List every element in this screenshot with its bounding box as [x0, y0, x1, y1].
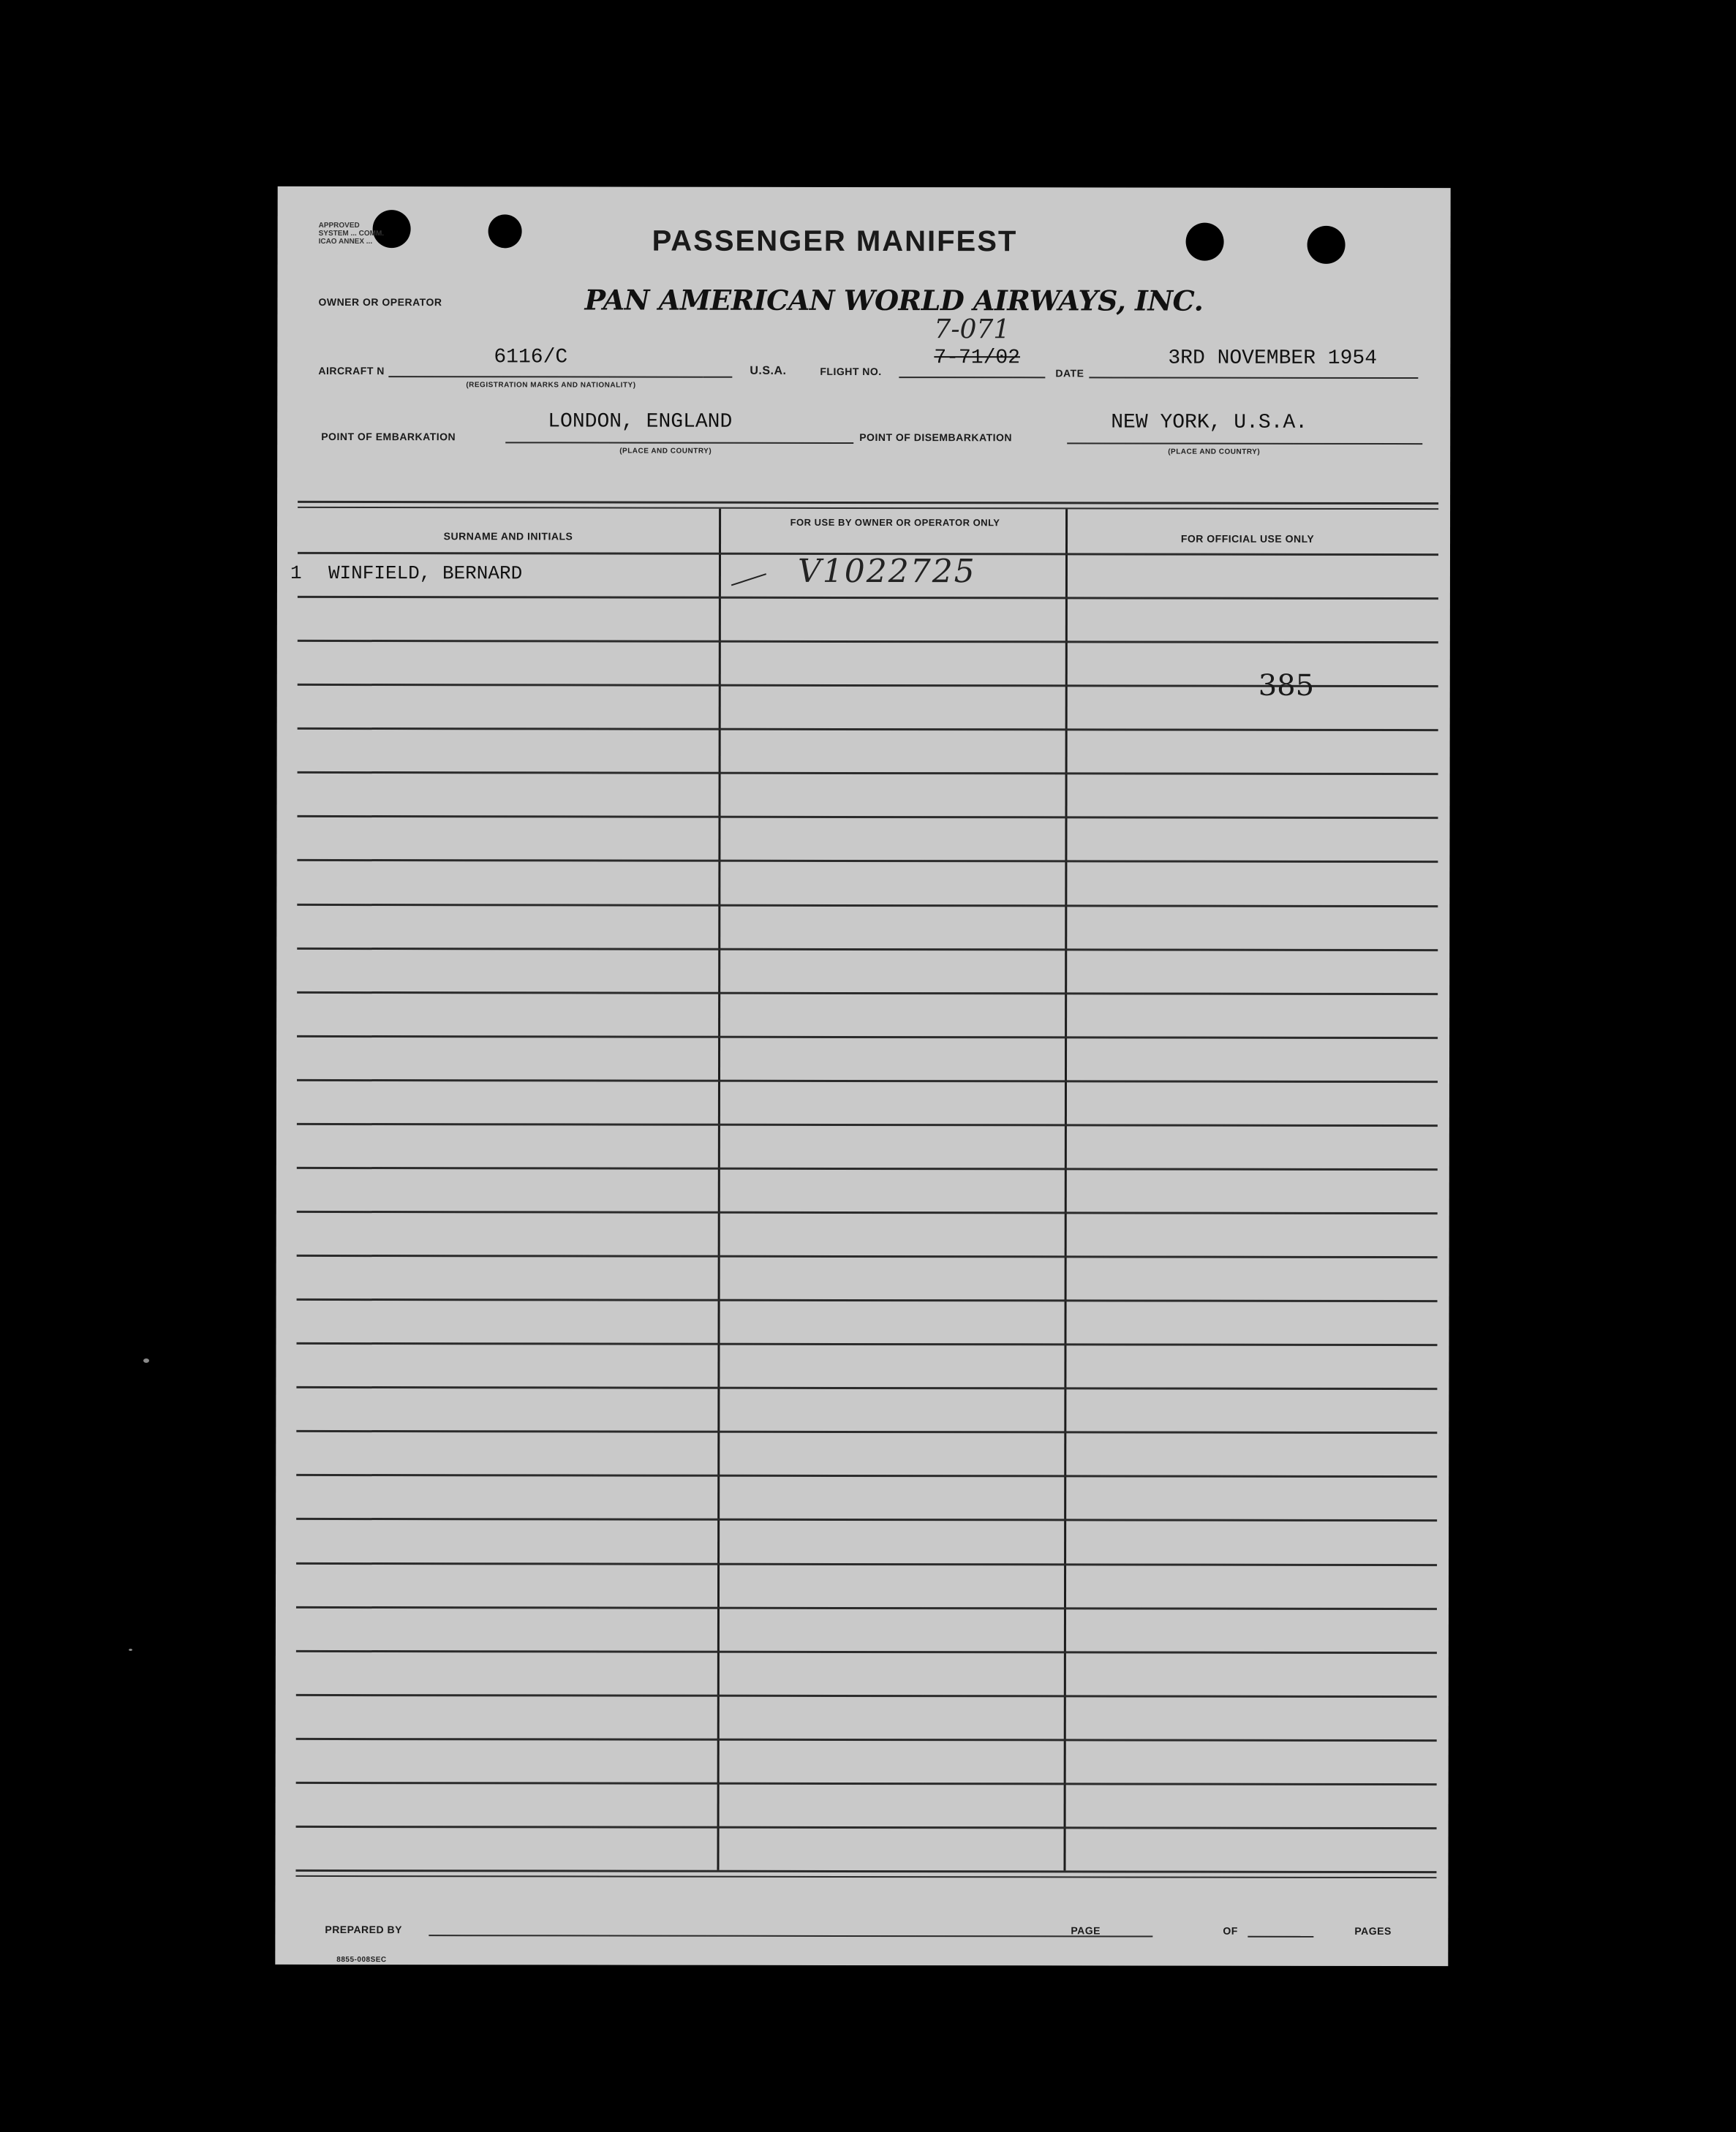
aircraft-label: AIRCRAFT N [318, 364, 385, 377]
table-top-rule [298, 507, 1438, 510]
table-top-rule [298, 501, 1438, 504]
disembark-caption: (PLACE AND COUNTRY) [1168, 447, 1261, 456]
row-number: 1 [290, 562, 302, 584]
date-line [1089, 377, 1418, 379]
aircraft-caption: (REGISTRATION MARKS AND NATIONALITY) [466, 381, 636, 390]
punch-hole [1307, 226, 1346, 264]
flight-label: FLIGHT NO. [820, 365, 882, 378]
row-rule [296, 1474, 1437, 1478]
row-rule [298, 727, 1438, 731]
scan-speck [143, 1358, 149, 1363]
official-stamp: 385 [1258, 668, 1315, 703]
disembark-label: POINT OF DISEMBARKATION [859, 431, 1013, 444]
disembark-line [1067, 442, 1422, 445]
row-rule [298, 596, 1438, 600]
header-surname: SURNAME AND INITIALS [443, 530, 573, 543]
disembark-value: NEW YORK, U.S.A. [1111, 411, 1308, 434]
operator-code: V1022725 [797, 552, 976, 591]
prepared-label: PREPARED BY [325, 1923, 402, 1936]
scan-speck [129, 1649, 132, 1651]
row-rule [296, 1518, 1437, 1521]
date-value: 3RD NOVEMBER 1954 [1168, 347, 1378, 370]
row-rule [296, 1650, 1437, 1654]
usa-leader-line [703, 377, 732, 378]
row-rule [296, 1782, 1437, 1785]
approval-line: SYSTEM ... COMM. [318, 229, 385, 238]
row-rule [296, 1606, 1437, 1610]
flight-line [899, 377, 1045, 378]
row-rule [296, 1694, 1437, 1698]
row-rule [297, 1255, 1438, 1258]
row-rule [298, 771, 1438, 775]
manifest-sheet [275, 186, 1450, 1966]
header-operator: FOR USE BY OWNER OR OPERATOR ONLY [790, 516, 1000, 529]
usa-label: U.S.A. [750, 364, 787, 377]
row-rule [296, 1342, 1437, 1346]
owner-label: OWNER OR OPERATOR [318, 295, 442, 309]
punch-hole [1186, 223, 1224, 261]
row-rules [278, 186, 1451, 188]
row-rule [296, 1738, 1437, 1742]
row-rule [296, 1386, 1437, 1390]
row-rule [296, 1826, 1437, 1829]
row-rule [298, 640, 1438, 643]
column-divider [1063, 509, 1068, 1870]
punch-hole [488, 214, 522, 248]
row-rule [297, 904, 1438, 907]
date-label: DATE [1055, 367, 1084, 379]
embark-line [505, 442, 853, 444]
owner-value: PAN AMERICAN WORLD AIRWAYS, INC. [584, 283, 1204, 317]
column-divider [717, 509, 721, 1870]
of-label: OF [1223, 1924, 1238, 1937]
passenger-name: WINFIELD, BERNARD [328, 562, 523, 585]
aircraft-line [388, 376, 703, 378]
approval-line: APPROVED [318, 221, 360, 230]
flight-correction: 7-071 [934, 314, 1011, 345]
row-rule [297, 991, 1438, 995]
form-code: 8855-008SEC [336, 1955, 387, 1965]
row-rule [297, 1211, 1438, 1214]
row-rule [297, 1123, 1438, 1127]
aircraft-value: 6116/C [494, 346, 568, 369]
row-rule [297, 1299, 1438, 1302]
row-rule [297, 1035, 1438, 1039]
approval-line: ICAO ANNEX ... [318, 237, 373, 246]
row-rule [297, 1167, 1438, 1171]
header-official: FOR OFFICIAL USE ONLY [1180, 532, 1315, 545]
prepared-line [429, 1935, 1152, 1937]
row-rule [296, 1430, 1437, 1434]
flight-value: 7-71/02 [934, 347, 1021, 370]
row-rule [297, 815, 1438, 819]
form-title: PASSENGER MANIFEST [652, 224, 1018, 258]
table-bottom-rule [295, 1875, 1436, 1878]
embark-label: POINT OF EMBARKATION [321, 430, 456, 443]
table-bottom-rule [295, 1870, 1436, 1873]
embark-value: LONDON, ENGLAND [548, 410, 733, 434]
approval-block [319, 222, 384, 246]
row-rule [297, 859, 1438, 863]
page-label: PAGE [1071, 1924, 1101, 1937]
row-rule [296, 1562, 1437, 1566]
row-rule [297, 948, 1438, 951]
check-mark [731, 573, 766, 586]
of-line [1248, 1936, 1313, 1938]
row-rule [297, 1079, 1438, 1083]
pages-label: PAGES [1354, 1924, 1392, 1938]
embark-caption: (PLACE AND COUNTRY) [619, 447, 712, 455]
